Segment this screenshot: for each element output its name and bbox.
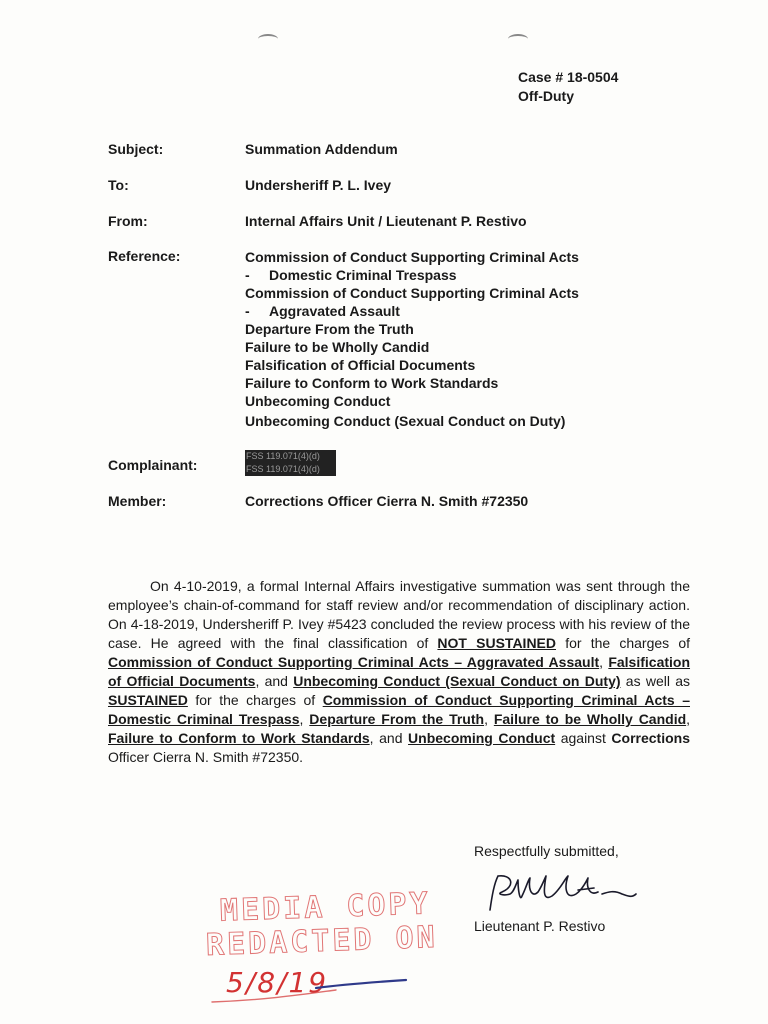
charge: Departure From the Truth [309,711,485,727]
stamp-underline-stroke [206,890,446,1010]
media-copy-redacted-stamp [205,886,446,1010]
stamp-line-2: REDACTED ON [205,919,439,964]
signer-name: Lieutenant P. Restivo [474,918,606,934]
charge: Failure to Conform to Work Standards [108,730,370,746]
stamp-date: 5/8/19 [226,966,329,999]
reference-item: Commission of Conduct Supporting Criminal Acts [245,285,579,301]
summary-paragraph: On 4-10-2019, a formal Internal Affairs investigative summation was sent through the employee’s chain-of-command for staff review and/or recommendation of disciplinary action. On 4-18-2019, Undersheriff P. Ivey #5423 concluded the review process with his review of the case. He agreed with the final classification of NOT SUSTAINED for the charges of Commission of Conduct Supporting Criminal Acts – Aggravated Assault, Falsification of Official Documents, and Unbecoming Conduct (Sexual Conduct on Duty) as well as SUSTAINED for the charges of Commission of Conduct Supporting Criminal Acts – Domestic Criminal Trespass, Departure From the Truth, Failure to be Wholly Candid, Failure to Conform to Work Standards, and Unbecoming Conduct against Corrections Officer Cierra N. Smith #72350. [108,578,691,765]
case-number: Case # 18-0504 [518,69,619,85]
charge: Unbecoming Conduct [408,730,556,746]
charge: Commission of Conduct Supporting Criminal Acts – Aggravated Assault [108,654,600,670]
classification-not-sustained: NOT SUSTAINED [437,635,557,651]
subject-label: Subject: [108,141,164,157]
officer-title: Corrections [611,730,690,746]
to-label: To: [108,177,129,193]
charge: Falsification of Official Documents [108,654,691,689]
from-value: Internal Affairs Unit / Lieutenant P. Restivo [245,213,527,229]
punch-hole-mark [508,34,528,44]
member-value: Corrections Officer Cierra N. Smith #72350 [245,493,529,509]
reference-list [245,248,705,430]
complainant-label: Complainant: [108,457,198,473]
reference-item: Commission of Conduct Supporting Criminal Acts [245,249,579,265]
reference-label: Reference: [108,248,181,264]
charge: Failure to be Wholly Candid [493,711,687,727]
reference-item: Unbecoming Conduct [245,393,391,409]
reference-item: Departure From the Truth [245,321,414,337]
closing-salutation: Respectfully submitted, [474,843,619,859]
stamp-line-1: MEDIA COPY [219,886,432,929]
reference-subitem: - Domestic Criminal Trespass [245,267,457,283]
from-label: From: [108,213,148,229]
redaction-box: FSS 119.071(4)(d) [245,463,336,476]
charge: Unbecoming Conduct (Sexual Conduct on Duty) [293,673,621,689]
classification-sustained: SUSTAINED [108,692,188,708]
charge: Commission of Conduct Supporting Criminal Acts – Domestic Criminal Trespass [108,692,690,727]
reference-item: Falsification of Official Documents [245,357,476,373]
reference-item: Unbecoming Conduct (Sexual Conduct on Duty) [245,413,566,429]
punch-hole-mark [258,34,278,44]
case-header [518,68,618,106]
subject-value: Summation Addendum [245,141,398,157]
redaction-box: FSS 119.071(4)(d) [245,450,336,463]
reference-subitem: - Aggravated Assault [245,303,400,319]
complainant-redaction [245,450,705,476]
reference-item: Failure to be Wholly Candid [245,339,430,355]
to-value: Undersheriff P. L. Ivey [245,177,392,193]
member-label: Member: [108,493,167,509]
reference-item: Failure to Conform to Work Standards [245,375,499,391]
case-type: Off-Duty [518,88,574,104]
handwritten-signature [482,866,642,926]
